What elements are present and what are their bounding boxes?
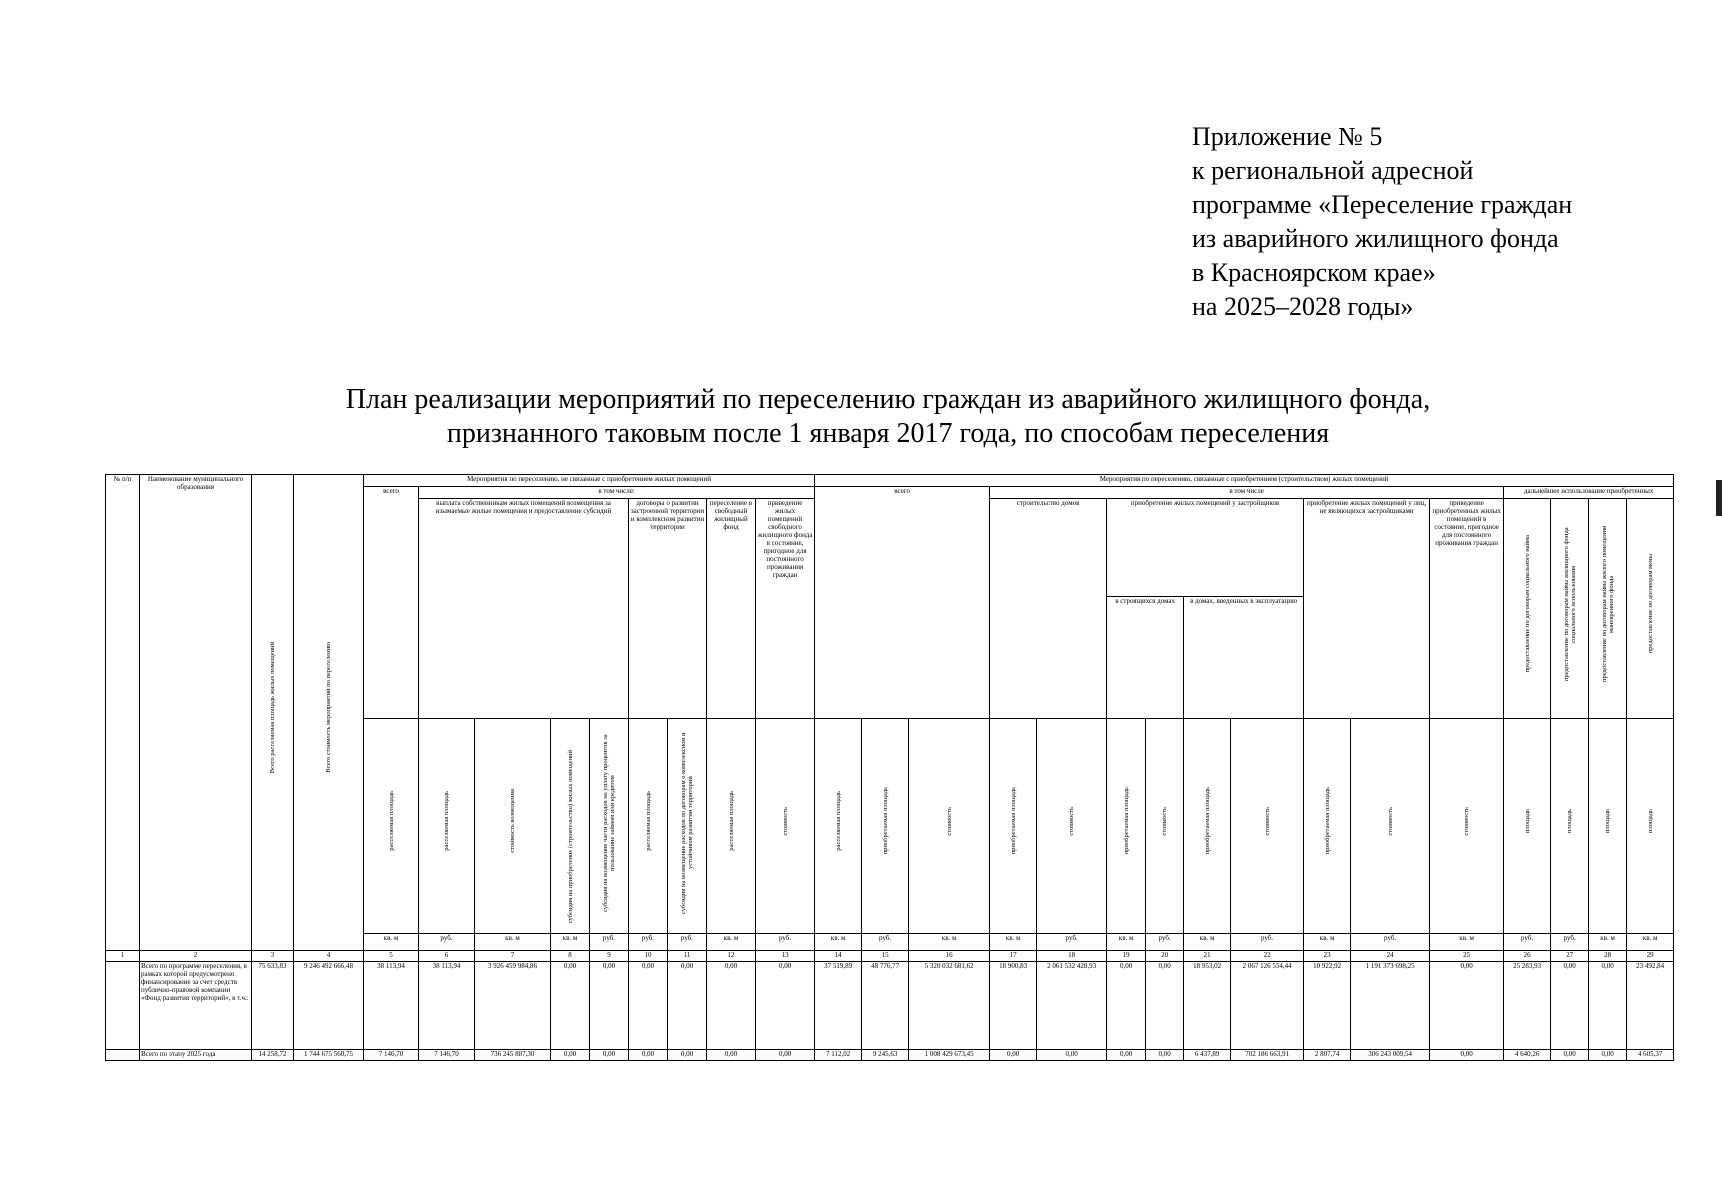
row-value: 0,00 (629, 1050, 668, 1061)
appendix-line: на 2025–2028 годы» (1192, 292, 1414, 321)
header-total-area: Всего расселяемая площадь жилых помещений (269, 641, 276, 774)
plan-title (0, 383, 1722, 451)
row-value: 38 113,94 (364, 962, 419, 1050)
col-number: 7 (475, 951, 551, 962)
header-territory-contracts: договоры о развитии застроенной территории и комплексном развитии территории (629, 499, 707, 719)
col-header-cell (364, 719, 419, 934)
header-total-area-cell (252, 475, 294, 951)
appendix-line: программе «Переселение граждан (1192, 190, 1573, 219)
unit-cell: руб. (590, 934, 629, 951)
row-value: 7 112,02 (815, 1050, 862, 1061)
col-header: стоимость (1068, 806, 1076, 836)
row-value: 0,00 (1589, 1050, 1627, 1061)
header-use-specialized: предоставление по договорам найма жилищного фонда социального использования (1562, 526, 1577, 681)
col-header-cell (1627, 719, 1674, 934)
unit-cell: руб. (1504, 934, 1551, 951)
row-value: 7 146,70 (419, 1050, 475, 1061)
unit-cell: кв. м (551, 934, 590, 951)
col-header-cell (1184, 719, 1231, 934)
unit-cell: кв. м (1589, 934, 1627, 951)
col-number: 22 (1231, 951, 1304, 962)
col-number: 18 (1037, 951, 1107, 962)
row-value: 1 191 373 698,25 (1351, 962, 1430, 1050)
row-value: 0,00 (629, 962, 668, 1050)
header-acquire-non-developers: приобретение жилых помещений у лиц, не являющихся застройщиками (1304, 499, 1430, 719)
row-value: 0,00 (1551, 1050, 1589, 1061)
header-group-not-acquisition: Мероприятия по переселению, не связанные с приобретением жилых помещений (364, 475, 815, 487)
col-number: 20 (1146, 951, 1184, 962)
col-header-cell (1107, 719, 1146, 934)
unit-cell: кв. м (1184, 934, 1231, 951)
row-value: 2 067 126 554,44 (1231, 962, 1304, 1050)
unit-cell: руб. (419, 934, 475, 951)
header-use-exchange-cell (1627, 499, 1674, 719)
col-header-cell (1589, 719, 1627, 934)
col-header: стоимость (1463, 806, 1471, 836)
header-use-specialized-cell (1551, 499, 1589, 719)
col-header: расселяемая площадь (727, 791, 735, 851)
col-header: площадь (1523, 808, 1531, 834)
row-value: 0,00 (590, 962, 629, 1050)
unit-cell: руб. (1231, 934, 1304, 951)
col-number: 19 (1107, 951, 1146, 962)
unit-cell: руб. (1551, 934, 1589, 951)
row-value: 23 492,84 (1627, 962, 1674, 1050)
header-including: в том числе: (419, 487, 815, 499)
header-in-construction: в строящихся домах (1107, 597, 1184, 719)
row-value: 0,00 (1430, 1050, 1504, 1061)
col-header: расселяемая площадь (443, 791, 450, 851)
row-value: 9 245,63 (862, 1050, 909, 1061)
row-value: 0,00 (1589, 962, 1627, 1050)
col-header: расселяемая площадь (644, 791, 652, 851)
row-value: 1 744 675 560,75 (294, 1050, 364, 1061)
header-acquired-repair: приведение приобретенных жилых помещений в состояние, пригодное для постоянного проживания граждан (1430, 499, 1504, 719)
row-value: 0,00 (707, 1050, 756, 1061)
row-value: 736 245 887,30 (475, 1050, 551, 1061)
row-value: 0,00 (1551, 962, 1589, 1050)
row-value: 702 186 663,91 (1231, 1050, 1304, 1061)
col-header-cell (990, 719, 1037, 934)
col-header: субсидия на возмещение части расходов на уплату процентов за пользование займом или кредитом (602, 734, 616, 912)
col-header-cell (475, 719, 551, 934)
row-value: 37 519,89 (815, 962, 862, 1050)
row-value: 0,00 (551, 962, 590, 1050)
col-number: 6 (419, 951, 475, 962)
appendix-line: к региональной адресной (1192, 156, 1474, 185)
col-header: стоимость (945, 806, 953, 836)
col-header: стоимость возмещения (509, 789, 516, 853)
col-number: 3 (252, 951, 294, 962)
col-number: 11 (668, 951, 707, 962)
unit-cell: руб. (668, 934, 707, 951)
col-header: стоимость (1161, 806, 1169, 836)
row-value: 2 807,74 (1304, 1050, 1351, 1061)
row-value: 14 258,72 (252, 1050, 294, 1061)
scan-edge-mark (1716, 480, 1722, 516)
row-value: 18 953,02 (1184, 962, 1231, 1050)
col-header-cell (590, 719, 629, 934)
col-header-cell (1351, 719, 1430, 934)
unit-cell: кв. м (815, 934, 862, 951)
row-value: 0,00 (668, 962, 707, 1050)
unit-cell: руб. (629, 934, 668, 951)
row-value: 4 640,26 (1504, 1050, 1551, 1061)
row-value: 0,00 (707, 962, 756, 1050)
row-value: 0,00 (756, 962, 815, 1050)
header-municipality: Наименование муниципального образования (140, 475, 252, 951)
col-header: приобретаемая площадь (1323, 787, 1331, 855)
header-free-fund: переселение в свободный жилищный фонд (707, 499, 756, 719)
col-header-cell (629, 719, 668, 934)
col-header: приобретаемая площадь (1009, 787, 1017, 855)
col-header-cell (909, 719, 990, 934)
appendix-line: в Красноярском крае» (1192, 258, 1436, 287)
col-header-cell (419, 719, 475, 934)
header-total-cost: Всего стоимость мероприятий по переселению (325, 642, 332, 773)
plan-title-line: признанного таковым после 1 января 2017 года, по способам переселения (446, 418, 1330, 449)
header-use-social-cell (1504, 499, 1551, 719)
row-value: 7 146,70 (364, 1050, 419, 1061)
col-header-cell (862, 719, 909, 934)
unit-cell: руб. (1351, 934, 1430, 951)
header-in-operation: в домах, введенных в эксплуатацию (1184, 597, 1304, 719)
col-header: площадь (1566, 808, 1574, 834)
col-number: 2 (140, 951, 252, 962)
col-number: 4 (294, 951, 364, 962)
header-use-exchange: предоставление по договорам мены (1646, 553, 1654, 654)
row-value: 4 605,37 (1627, 1050, 1674, 1061)
table-row (106, 962, 1674, 1050)
row-name: Всего по этапу 2025 года (140, 1050, 252, 1061)
unit-cell: руб. (862, 934, 909, 951)
row-value: 306 243 009,54 (1351, 1050, 1430, 1061)
header-total-cost-cell (294, 475, 364, 951)
row-value: 0,00 (551, 1050, 590, 1061)
header-further-use: дальнейшее использование приобретенных (1504, 487, 1674, 499)
row-number (106, 962, 140, 1050)
unit-cell: руб. (756, 934, 815, 951)
col-number: 1 (106, 951, 140, 962)
plan-table (105, 474, 1674, 1061)
row-value: 0,00 (668, 1050, 707, 1061)
row-value: 9 246 492 666,48 (294, 962, 364, 1050)
row-value: 75 633,83 (252, 962, 294, 1050)
col-header-cell (815, 719, 862, 934)
col-number: 9 (590, 951, 629, 962)
col-header: стоимость (781, 806, 789, 836)
col-number: 14 (815, 951, 862, 962)
row-number (106, 1050, 140, 1061)
row-value: 0,00 (756, 1050, 815, 1061)
unit-cell: кв. м (1304, 934, 1351, 951)
appendix-line: Приложение № 5 (1192, 122, 1383, 151)
row-value: 1 008 429 673,45 (909, 1050, 990, 1061)
header-use-maneuver: предоставление по договорам найма жилого помещения маневренного фонда (1600, 525, 1615, 682)
col-header: площадь (1646, 808, 1654, 834)
row-value: 0,00 (990, 1050, 1037, 1061)
col-header: стоимость (1386, 806, 1394, 836)
row-name: Всего по программе переселения, в рамках которой предусмотрено финансирование за счет средств публично-правовой компании «Фонд развития территорий», в т.ч.: (140, 962, 252, 1050)
column-numbers-row (106, 951, 1674, 962)
unit-cell: кв. м (990, 934, 1037, 951)
row-value: 3 926 459 984,86 (475, 962, 551, 1050)
col-header: приобретаемая площадь (881, 787, 889, 855)
col-header-cell (1304, 719, 1351, 934)
row-value: 0,00 (1146, 962, 1184, 1050)
col-header-cell (707, 719, 756, 934)
unit-cell: кв. м (909, 934, 990, 951)
col-number: 5 (364, 951, 419, 962)
col-number: 27 (1551, 951, 1589, 962)
col-header-cell (1430, 719, 1504, 934)
unit-cell: кв. м (475, 934, 551, 951)
col-number: 29 (1627, 951, 1674, 962)
row-value: 25 283,93 (1504, 962, 1551, 1050)
col-number: 16 (909, 951, 990, 962)
col-number: 25 (1430, 951, 1504, 962)
col-number: 15 (862, 951, 909, 962)
col-header: приобретаемая площадь (1122, 787, 1130, 855)
header-use-social: предоставление по договорам социального найма (1523, 534, 1531, 673)
col-header-cell (1037, 719, 1107, 934)
col-number: 12 (707, 951, 756, 962)
header-acquire-developers: приобретение жилых помещений у застройщиков (1107, 499, 1304, 597)
col-number: 8 (551, 951, 590, 962)
header-all: всего (364, 487, 419, 719)
col-header: субсидия на возмещение расходов по договорам о комплексном и устойчивом развитии территорий (680, 732, 694, 914)
row-value: 38 113,94 (419, 962, 475, 1050)
row-value: 0,00 (1107, 1050, 1146, 1061)
col-number: 17 (990, 951, 1037, 962)
col-number: 13 (756, 951, 815, 962)
col-number: 21 (1184, 951, 1231, 962)
unit-cell: кв. м (364, 934, 419, 951)
col-header-cell (1551, 719, 1589, 934)
header-num: № п/п (106, 475, 140, 951)
header-including: в том числе (990, 487, 1504, 499)
unit-cell: кв. м (707, 934, 756, 951)
plan-title-line: План реализации мероприятий по переселению граждан из аварийного жилищного фонда, (345, 384, 1431, 415)
header-free-fund-repair: приведение жилых помещений свободного жилищного фонда в состояние, пригодное для постоянного проживания граждан (756, 499, 815, 719)
row-value: 0,00 (1107, 962, 1146, 1050)
header-use-maneuver-cell (1589, 499, 1627, 719)
col-header-cell (668, 719, 707, 934)
col-header: стоимость (1263, 806, 1271, 836)
col-header-cell (1146, 719, 1184, 934)
row-value: 48 776,77 (862, 962, 909, 1050)
row-value: 0,00 (1037, 1050, 1107, 1061)
col-number: 10 (629, 951, 668, 962)
col-header-cell (1231, 719, 1304, 934)
col-header-cell (1504, 719, 1551, 934)
col-header: площадь (1604, 808, 1612, 834)
unit-cell: кв. м (1430, 934, 1504, 951)
header-owner-payment: выплата собственникам жилых помещений возмещения за изымаемые жилые помещения и предоставление субсидий (419, 499, 629, 719)
unit-cell: руб. (1146, 934, 1184, 951)
header-house-building: строительство домов (990, 499, 1107, 719)
col-header: расселяемая площадь (387, 791, 395, 851)
row-value: 0,00 (1430, 962, 1504, 1050)
col-header: субсидия на приобретение (строительство) жилых помещений (566, 749, 574, 923)
col-number: 24 (1351, 951, 1430, 962)
row-value: 0,00 (1146, 1050, 1184, 1061)
row-value: 6 437,89 (1184, 1050, 1231, 1061)
header-all: всего (815, 487, 990, 719)
appendix-heading (1192, 120, 1572, 324)
unit-cell: руб. (1037, 934, 1107, 951)
row-value: 10 922,92 (1304, 962, 1351, 1050)
col-number: 26 (1504, 951, 1551, 962)
col-header: расселяемая площадь (834, 791, 842, 851)
table-row (106, 1050, 1674, 1061)
appendix-line: из аварийного жилищного фонда (1192, 224, 1559, 253)
col-header-cell (551, 719, 590, 934)
col-number: 23 (1304, 951, 1351, 962)
unit-cell: кв. м (1107, 934, 1146, 951)
row-value: 5 320 032 681,62 (909, 962, 990, 1050)
col-header: приобретаемая площадь (1203, 787, 1211, 855)
unit-cell: кв. м (1627, 934, 1674, 951)
col-header-cell (756, 719, 815, 934)
row-value: 2 061 532 428,93 (1037, 962, 1107, 1050)
row-value: 0,00 (590, 1050, 629, 1061)
header-group-acquisition: Мероприятия по переселению, связанные с приобретением (строительством) жилых помещений (815, 475, 1674, 487)
row-value: 18 900,83 (990, 962, 1037, 1050)
col-number: 28 (1589, 951, 1627, 962)
